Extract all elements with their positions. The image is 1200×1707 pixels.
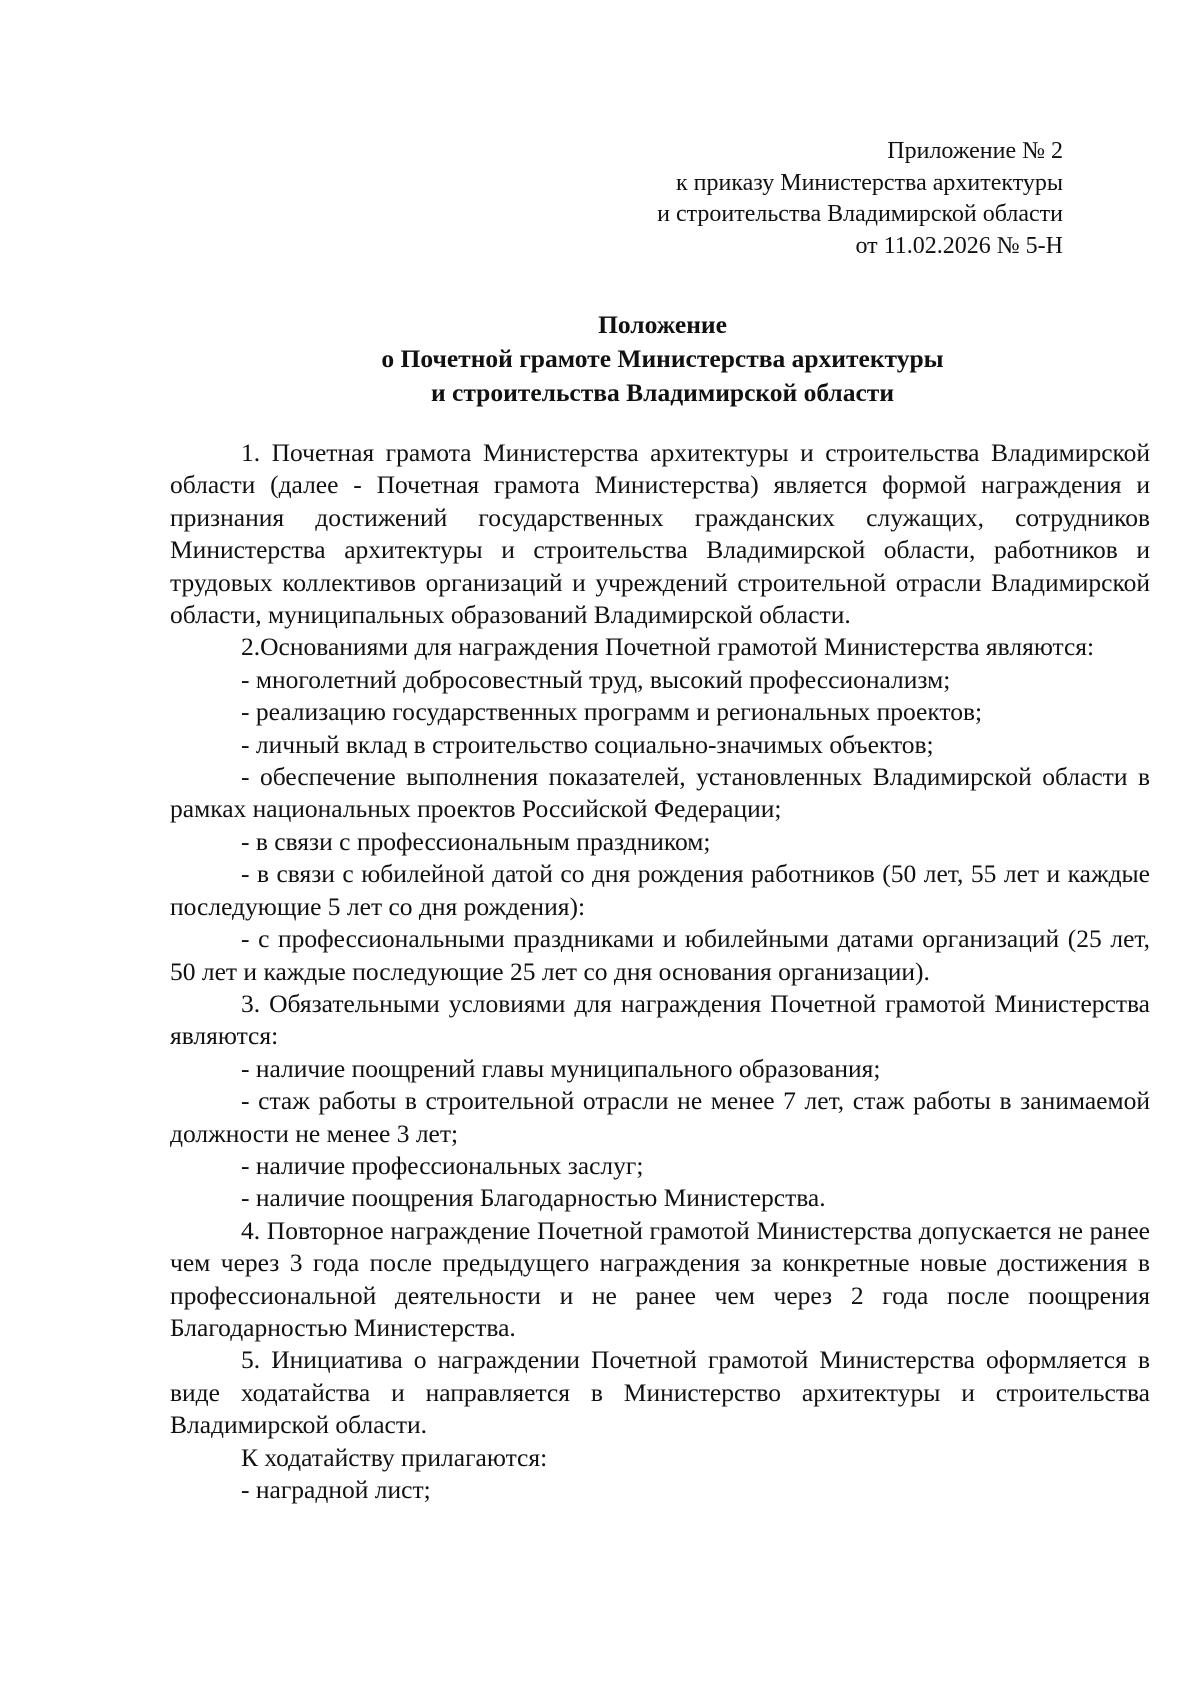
document-body	[170, 437, 1150, 1506]
list-item: - личный вклад в строительство социально-значимых объектов;	[241, 729, 934, 759]
appendix-date-number: от 11.02.2026 № 5-Н	[855, 232, 1063, 259]
appendix-ministry-line: и строительства Владимирской области	[657, 201, 1063, 227]
list-item: - с профессиональными праздниками и юбилейными датами организаций (25 лет, 50 лет и каждые последующие 25 лет со дня основания организации).	[170, 924, 1150, 986]
paragraph-1: 1. Почетная грамота Министерства архитектуры и строительства Владимирской области (далее - Почетная грамота Министерства) является формой награждения и признания достижений государственных гражданских служащих, сотрудников Министерства архитектуры и строительства Владимирской области, работников и трудовых коллективов организаций и учреждений строительной отрасли Владимирской области, муниципальных образований Владимирской области.	[170, 438, 1150, 630]
attachments-intro: К ходатайству прилагаются:	[241, 1442, 548, 1472]
paragraph-4: 4. Повторное награждение Почетной грамотой Министерства допускается не ранее чем через 3 года после предыдущего награждения за конкретные новые достижения в профессиональной деятельности и не ранее чем через 2 года после поощрения Благодарностью Министерства.	[170, 1215, 1150, 1342]
list-item: - реализацию государственных программ и региональных проектов;	[241, 697, 983, 727]
appendix-number: Приложение № 2	[887, 138, 1063, 164]
list-item: - стаж работы в строительной отрасли не менее 7 лет, стаж работы в занимаемой должности не менее 3 лет;	[170, 1086, 1150, 1148]
appendix-header	[657, 136, 1063, 262]
appendix-order-line: к приказу Министерства архитектуры	[675, 169, 1063, 196]
list-item: - многолетний добросовестный труд, высокий профессионализм;	[241, 664, 951, 694]
title-line-2: о Почетной грамоте Министерства архитектуры	[381, 344, 944, 373]
list-item: - в связи с профессиональным праздником;	[241, 826, 711, 856]
list-item: - наличие поощрений главы муниципального образования;	[241, 1053, 881, 1083]
list-item: - наличие профессиональных заслуг;	[241, 1150, 644, 1180]
title-line-3: и строительства Владимирской области	[430, 378, 895, 407]
list-item: - наличие поощрения Благодарностью Министерства.	[241, 1183, 826, 1213]
paragraph-5: 5. Инициатива о награждении Почетной грамотой Министерства оформляется в виде ходатайства и направляется в Министерство архитектуры и строительства Владимирской области.	[170, 1345, 1150, 1440]
list-item: - в связи с юбилейной датой со дня рождения работников (50 лет, 55 лет и каждые последующие 5 лет со дня рождения):	[170, 859, 1150, 921]
list-item: - наградной лист;	[241, 1475, 431, 1504]
paragraph-2: 2.Основаниями для награждения Почетной грамотой Министерства являются:	[241, 632, 1095, 662]
list-item: - обеспечение выполнения показателей, установленных Владимирской области в рамках национальных проектов Российской Федерации;	[170, 762, 1150, 824]
title-line-1: Положение	[598, 310, 727, 339]
paragraph-3: 3. Обязательными условиями для награждения Почетной грамотой Министерства являются:	[170, 988, 1150, 1051]
document-title	[0, 308, 1200, 410]
